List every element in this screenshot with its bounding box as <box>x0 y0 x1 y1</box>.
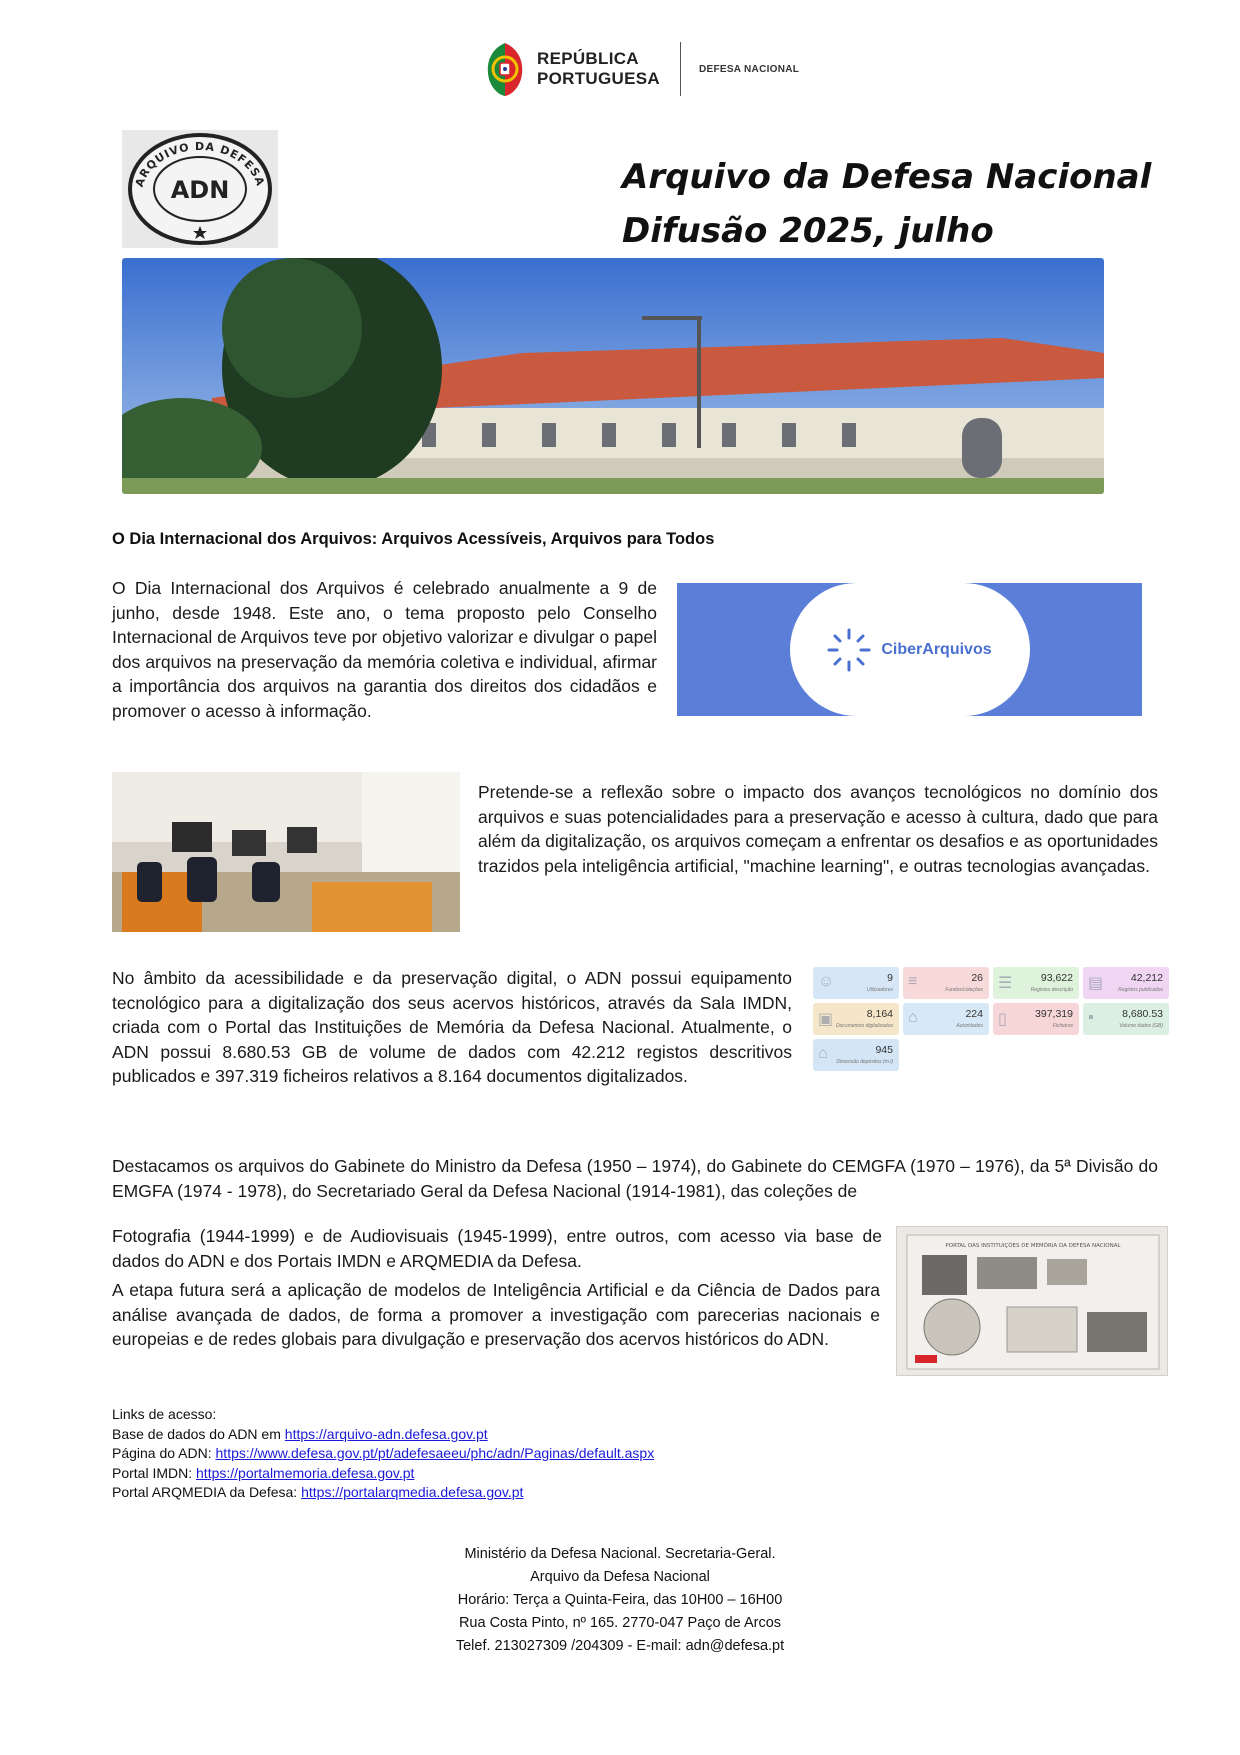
ciberarquivos-label: CiberArquivos <box>881 640 992 658</box>
ciberarquivos-banner <box>677 583 1142 716</box>
stat-value: 26 <box>971 972 983 984</box>
document-title <box>622 150 1151 258</box>
building-illustration <box>122 258 1104 494</box>
link-label: Página do ADN: <box>112 1445 216 1461</box>
stat-value: 9 <box>887 972 893 984</box>
ministry-name: DEFESA NACIONAL <box>698 63 800 75</box>
stat-card <box>813 1003 899 1035</box>
gov-name-line2: PORTUGUESA <box>537 69 660 88</box>
layers-icon: ≡ <box>908 973 918 990</box>
memory-portal-poster-photo <box>896 1226 1168 1376</box>
stat-value: 8,164 <box>866 1008 893 1020</box>
stat-card <box>1083 967 1169 999</box>
link-row <box>112 1464 654 1484</box>
title-line2: Difusão 2025, julho <box>622 211 994 251</box>
header-divider <box>680 42 681 96</box>
paragraph-highlights: Destacamos os arquivos do Gabinete do Ministro da Defesa (1950 – 1974), do Gabinete do CEMGFA (1970 – 1976), da 5ª Divisão do EMGFA (1974 - 1978), do Secretariado Geral da Defesa Nacional (1914-1981), das coleções de <box>112 1156 1158 1201</box>
link-row <box>112 1483 654 1503</box>
seal-center-text: ADN <box>170 176 230 204</box>
office-illustration <box>112 772 460 932</box>
link-label: Portal ARQMEDIA da Defesa: <box>112 1484 302 1500</box>
footer-line: Rua Costa Pinto, nº 165. 2770-047 Paço de Arcos <box>458 1615 782 1631</box>
poster-illustration <box>897 1227 1169 1377</box>
ciberarquivos-pill <box>790 583 1030 716</box>
footer-line: Ministério da Defesa Nacional. Secretaria-Geral. <box>464 1546 776 1562</box>
list-icon: ☰ <box>998 975 1013 992</box>
link-label: Base de dados do ADN em <box>112 1425 285 1442</box>
link-row <box>112 1425 654 1445</box>
stat-label: Registos descrição <box>1030 987 1073 993</box>
adn-seal <box>122 130 278 248</box>
building-photo <box>122 258 1104 494</box>
adn-page-link[interactable]: https://www.defesa.gov.pt/pt/adefesaeeu/phc/adn/Paginas/default.aspx <box>215 1445 655 1461</box>
seal-ring-text: ARQUIVO DA DEFESA <box>132 139 268 189</box>
paragraph-technology: Pretende-se a reflexão sobre o impacto dos avanços tecnológicos no domínio dos arquivos e suas potencialidades para a preservação e acesso à cultura, dado que para além da digitalização, os arquivos começam a enfrentar os desafios e as oportunidades trazidos pela inteligência artificial, "machine learning", e outras tecnologias avançadas. <box>478 782 1158 876</box>
image-icon: ▣ <box>818 1011 834 1028</box>
adn-seal-icon <box>122 130 278 248</box>
stat-value: 93,622 <box>1040 972 1073 984</box>
access-links <box>112 1405 654 1503</box>
section-title: O Dia Internacional dos Arquivos: Arquivos Acessíveis, Arquivos para Todos <box>112 530 715 548</box>
footer-line: Telef. 213027309 /204309 - E-mail: adn@defesa.pt <box>455 1638 785 1654</box>
footer-line: Horário: Terça a Quinta-Feira, das 10H00 – 16H00 <box>457 1592 783 1608</box>
imdn-portal-link[interactable]: https://portalmemoria.defesa.gov.pt <box>196 1464 415 1481</box>
link-row <box>112 1444 654 1464</box>
footer-line: Arquivo da Defesa Nacional <box>530 1569 710 1585</box>
stat-card <box>993 967 1079 999</box>
links-heading: Links de acesso: <box>112 1406 217 1422</box>
warehouse-icon: ⌂ <box>818 1045 828 1062</box>
stat-value: 224 <box>965 1008 983 1020</box>
stat-label: Autoridades <box>956 1023 983 1029</box>
stat-value: 945 <box>875 1044 893 1056</box>
gov-name <box>537 49 660 89</box>
adn-database-link[interactable]: https://arquivo-adn.defesa.gov.pt <box>284 1425 488 1442</box>
stat-card <box>813 967 899 999</box>
stat-label: Fundos/coleções <box>945 987 983 993</box>
stat-card <box>903 1003 989 1035</box>
stat-value: 397,319 <box>1035 1008 1073 1020</box>
paragraph-future: A etapa futura será a aplicação de modelos de Inteligência Artificial e da Ciência de Dados para análise avançada de dados, de forma a promover a investigação com parecerias nacionais e europeias e de redes globais para divulgação e preservação dos acervos históricos do ADN. <box>112 1280 880 1349</box>
portugal-emblem-icon <box>483 41 527 97</box>
stat-label: Utilizadores <box>866 987 893 993</box>
stat-card <box>1083 1003 1169 1035</box>
doc-icon: ▤ <box>1088 975 1104 992</box>
stat-label: Ficheiros <box>1052 1023 1073 1029</box>
stat-card <box>903 967 989 999</box>
stat-card <box>813 1039 899 1071</box>
stat-label: Dimensão depósitos (m.l) <box>836 1059 893 1065</box>
paragraph-digital-preservation: No âmbito da acessibilidade e da preservação digital, o ADN possui equipamento tecnológico para a digitalização dos seus acervos históricos, através da Sala IMDN, criada com o Portal das Instituições de Memória da Defesa Nacional. Atualmente, o ADN possui 8.680.53 GB de volume de dados com 42.212 registos descritivos publicados e 397.319 ficheiros relativos a 8.164 documentos digitalizados. <box>112 968 792 1086</box>
bank-icon: ⌂ <box>908 1009 918 1026</box>
gov-header <box>483 38 799 100</box>
paragraph-highlights-cont: Fotografia (1944-1999) e de Audiovisuais (1945-1999), entre outros, com acesso via base de dados do ADN e dos Portais IMDN e ARQMEDIA da Defesa. <box>112 1226 882 1271</box>
users-icon: ☺ <box>818 973 835 990</box>
file-icon: ▯ <box>998 1011 1007 1028</box>
stat-value: 42,212 <box>1130 972 1163 984</box>
stat-label: Registos publicados <box>1118 987 1163 993</box>
link-label: Portal IMDN: <box>112 1464 197 1481</box>
poster-caption: PORTAL DAS INSTITUIÇÕES DE MEMÓRIA DA DEFESA NACIONAL <box>945 1243 1121 1249</box>
disk-icon: ▪ <box>1088 1009 1094 1026</box>
arqmedia-portal-link[interactable]: https://portalarqmedia.defesa.gov.pt <box>301 1484 524 1500</box>
footer-contact <box>0 1543 1240 1658</box>
paragraph-intro: O Dia Internacional dos Arquivos é celebrado anualmente a 9 de junho, desde 1948. Este ano, o tema proposto pelo Conselho Internacional de Arquivos teve por objetivo valorizar e divulgar o papel dos arquivos na preservação da memória coletiva e individual, afirmar a importância dos arquivos na garantia dos direitos dos cidadãos e promover o acesso à informação. <box>112 578 657 721</box>
digitization-room-photo <box>112 772 460 932</box>
stat-value: 8,680.53 <box>1122 1008 1163 1020</box>
statistics-dashboard <box>813 967 1173 1075</box>
ciberarquivos-logo-icon <box>827 628 871 672</box>
title-line1: Arquivo da Defesa Nacional <box>622 157 1152 197</box>
stat-label: Volume dados (GB) <box>1119 1023 1163 1029</box>
stat-label: Documentos digitalizados <box>836 1023 893 1029</box>
stat-card <box>993 1003 1079 1035</box>
gov-name-line1: REPÚBLICA <box>537 49 639 68</box>
